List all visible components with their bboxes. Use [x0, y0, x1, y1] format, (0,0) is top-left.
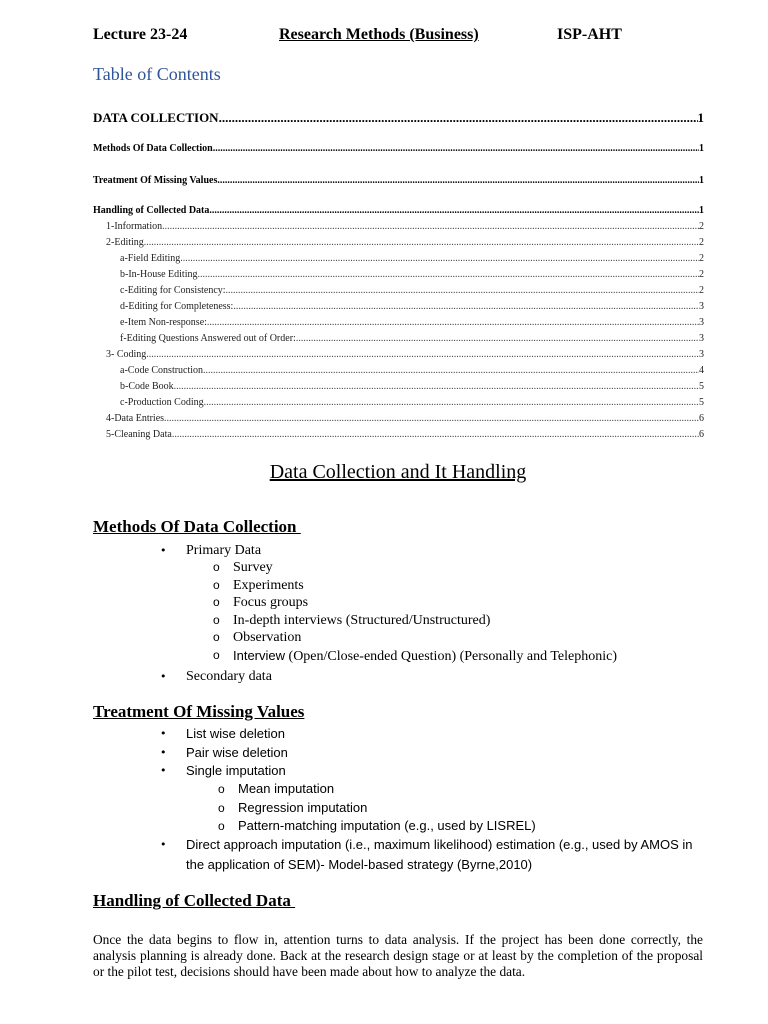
toc-page-number: 3 [699, 317, 704, 328]
toc-entry-text: b-Code Book [120, 381, 174, 392]
single-imputation-sublist [238, 780, 536, 836]
toc-page-number: 3 [699, 301, 704, 312]
toc-entry[interactable] [93, 110, 704, 126]
toc-page-number: 1 [699, 143, 704, 154]
toc-entry-text: b-In-House Editing [120, 269, 198, 280]
toc-entry[interactable] [93, 349, 704, 360]
toc-page-number: 2 [699, 285, 704, 296]
toc-leader [203, 365, 699, 376]
toc-leader [233, 301, 699, 312]
toc-entry[interactable] [93, 175, 704, 186]
toc-entry[interactable] [93, 397, 704, 408]
toc-entry[interactable] [93, 269, 704, 280]
toc-page-number: 6 [699, 429, 704, 440]
toc-entry[interactable] [93, 317, 704, 328]
toc-page-number: 2 [699, 221, 704, 232]
toc-leader [198, 269, 700, 280]
toc-entry-text: c-Production Coding [120, 397, 204, 408]
lecture-number: Lecture 23-24 [93, 26, 188, 43]
toc-page-number: 5 [699, 381, 704, 392]
toc-entry-text: d-Editing for Completeness: [120, 301, 234, 312]
course-code: ISP-AHT [557, 26, 622, 43]
list-item: o Observation [233, 629, 617, 647]
toc-leader [204, 397, 699, 408]
toc-entry-text: a-Code Construction [120, 365, 204, 376]
section-title-missing-values: Treatment Of Missing Values [93, 702, 305, 721]
methods-list [186, 542, 261, 560]
toc-entry[interactable] [93, 253, 704, 264]
toc-entry[interactable] [93, 285, 704, 296]
toc-entry[interactable] [93, 301, 704, 312]
toc-entry-text: f-Editing Questions Answered out of Order: [120, 333, 296, 344]
list-item: o Focus groups [233, 594, 617, 612]
toc-leader [226, 285, 699, 296]
toc-leader [164, 413, 699, 424]
interview-detail: (Open/Close-ended Question) (Personally and Telephonic) [285, 648, 617, 664]
toc-entry[interactable] [93, 365, 704, 376]
toc-entry-text: Treatment Of Missing Values [93, 175, 218, 186]
methods-list-secondary [186, 668, 272, 686]
toc-page-number: 1 [699, 205, 704, 216]
section-title-handling: Handling of Collected Data [93, 891, 296, 910]
interview-label: Interview [233, 647, 286, 663]
toc-leader [213, 143, 699, 154]
toc-page-number: 1 [697, 110, 704, 125]
list-item: o Pattern-matching imputation (e.g., used by LISREL) [238, 817, 536, 836]
document-title: Data Collection and It Handling [269, 461, 527, 483]
toc-leader [217, 175, 699, 186]
toc-page-number: 6 [699, 413, 704, 424]
list-item: o In-depth interviews (Structured/Unstructured) [233, 612, 617, 630]
toc-entry[interactable] [93, 381, 704, 392]
toc-entry[interactable] [93, 205, 704, 216]
toc-entry-text: Methods Of Data Collection [93, 143, 213, 154]
toc-entry-text: a-Field Editing [120, 253, 181, 264]
toc-entry[interactable] [93, 237, 704, 248]
toc-entry-text: e-Item Non-response: [120, 317, 207, 328]
toc-page-number: 3 [699, 333, 704, 344]
list-item: • Pair wise deletion [186, 744, 288, 763]
toc-leader [180, 253, 699, 264]
list-item: • Primary Data [186, 542, 261, 560]
toc-entry-text: 1-Information [106, 221, 163, 232]
toc-page-number: 4 [699, 365, 704, 376]
toc-page-number: 2 [699, 269, 704, 280]
toc-leader [219, 110, 698, 126]
toc-entry-text: Handling of Collected Data [93, 205, 210, 216]
primary-data-sublist [233, 559, 617, 665]
list-item: • List wise deletion [186, 725, 288, 744]
list-item: • Secondary data [186, 668, 272, 686]
list-item: o Regression imputation [238, 799, 536, 818]
list-item: o Experiments [233, 577, 617, 595]
toc-leader [209, 205, 699, 216]
toc-leader [146, 349, 699, 360]
toc-leader [162, 221, 699, 232]
toc-leader [207, 317, 699, 328]
toc-entry-text: 2-Editing [106, 237, 144, 248]
list-item [233, 647, 617, 665]
toc-entry[interactable] [93, 333, 704, 344]
toc-leader [172, 429, 699, 440]
toc-entry[interactable] [93, 413, 704, 424]
toc-leader [296, 333, 699, 344]
toc-entry-text: 5-Cleaning Data [106, 429, 172, 440]
list-item: • Direct approach imputation (i.e., maximum likelihood) estimation (e.g., used by AMOS in the application of SEM)- Model-based strategy (Byrne,2010) [186, 835, 706, 875]
toc-page-number: 2 [699, 253, 704, 264]
toc-entry-text: c-Editing for Consistency: [120, 285, 226, 296]
toc-page-number: 3 [699, 349, 704, 360]
toc-leader [174, 381, 699, 392]
list-item: o Mean imputation [238, 780, 536, 799]
missing-values-list [186, 725, 288, 781]
toc-entry[interactable] [93, 143, 704, 154]
list-item: o Survey [233, 559, 617, 577]
list-item: • Single imputation [186, 762, 288, 781]
toc-entry-text: 4-Data Entries [106, 413, 165, 424]
toc-page-number: 1 [699, 175, 704, 186]
missing-values-list-direct [186, 835, 706, 875]
toc-heading: Table of Contents [93, 64, 221, 84]
toc-entry-text: 3- Coding [106, 349, 147, 360]
course-title: Research Methods (Business) [279, 26, 479, 43]
toc-entry[interactable] [93, 221, 704, 232]
section-title-methods: Methods Of Data Collection [93, 517, 301, 536]
toc-entry-text: DATA COLLECTION [93, 110, 219, 125]
page-header [93, 26, 703, 46]
toc-page-number: 2 [699, 237, 704, 248]
toc-leader [144, 237, 699, 248]
handling-paragraph: Once the data begins to flow in, attention turns to data analysis. If the project has been done correctly, the analysis planning is already done. Back at the research design stage or at least by the completion of the proposal or the pilot test, decisions should have been made about how to analyze the data. [93, 932, 703, 979]
toc-entry[interactable] [93, 429, 704, 440]
toc-page-number: 5 [699, 397, 704, 408]
